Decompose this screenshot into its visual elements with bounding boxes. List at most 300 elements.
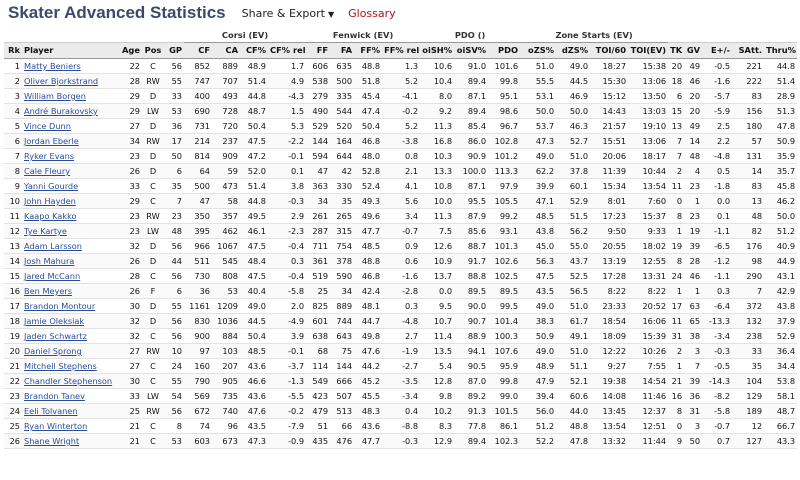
stat-cell: 5 (4, 119, 22, 134)
stat-cell: 238 (732, 329, 764, 344)
stat-cell: 825 (306, 299, 330, 314)
column-header[interactable]: TK (668, 43, 684, 59)
stat-cell: 673 (212, 434, 240, 449)
stat-cell: 62.2 (520, 164, 556, 179)
stat-cell: 0.4 (382, 404, 420, 419)
stat-cell: 94.1 (454, 344, 488, 359)
player-link[interactable]: Ben Meyers (24, 286, 73, 296)
stat-cell: 49.8 (354, 329, 382, 344)
stat-cell: 29 (118, 89, 142, 104)
stat-cell: 23 (118, 149, 142, 164)
stat-cell: 18:02 (628, 239, 668, 254)
stat-cell: 20 (668, 59, 684, 74)
stat-cell: 56 (164, 239, 184, 254)
stat-cell: 48.5 (354, 239, 382, 254)
player-link[interactable]: Kaapo Kakko (24, 211, 77, 221)
stat-cell: 114 (306, 359, 330, 374)
stat-cell: 7 (668, 134, 684, 149)
player-cell (22, 299, 118, 314)
stat-cell: 7 (668, 149, 684, 164)
stat-cell: C (142, 59, 164, 74)
stat-cell: 4.1 (382, 179, 420, 194)
player-link[interactable]: Matty Beniers (24, 61, 81, 71)
stat-cell: 1036 (212, 314, 240, 329)
stat-cell: 46.3 (556, 119, 590, 134)
column-header[interactable]: CF% rel (268, 43, 306, 59)
stat-cell: -3.4 (382, 389, 420, 404)
stat-cell: 34.4 (764, 359, 797, 374)
stat-cell: 21 (118, 419, 142, 434)
stat-cell: 48 (164, 224, 184, 239)
stat-cell: 15:51 (590, 134, 628, 149)
stat-cell: 265 (330, 209, 354, 224)
stat-cell: 27 (118, 359, 142, 374)
stat-cell: 34 (118, 134, 142, 149)
stat-cell: 15 (668, 104, 684, 119)
stat-cell: 43.8 (520, 224, 556, 239)
stat-cell: -2.7 (382, 359, 420, 374)
stat-cell: 51.8 (354, 74, 382, 89)
stat-cell: 462 (212, 224, 240, 239)
stat-cell: 48.0 (354, 149, 382, 164)
stat-cell: 1 (668, 359, 684, 374)
column-header[interactable]: GP (164, 43, 184, 59)
stat-cell: D (142, 89, 164, 104)
stat-cell: 1 (668, 284, 684, 299)
player-cell (22, 389, 118, 404)
stat-cell: -0.3 (382, 434, 420, 449)
stat-cell: 45.4 (354, 89, 382, 104)
stat-cell: 19 (668, 239, 684, 254)
table-row (4, 194, 797, 209)
player-link[interactable]: Ryker Evans (24, 151, 75, 161)
column-header[interactable]: E+/- (702, 43, 732, 59)
stat-cell: 2 (4, 74, 22, 89)
stat-cell: 9:33 (628, 224, 668, 239)
player-link[interactable]: Jaden Schwartz (24, 331, 87, 341)
table-row (4, 314, 797, 329)
stat-cell: -2.8 (382, 284, 420, 299)
stat-cell: 51.0 (556, 299, 590, 314)
stat-cell: 21 (4, 359, 22, 374)
column-header[interactable]: Player (22, 43, 118, 59)
stat-cell: 91.3 (454, 404, 488, 419)
column-header[interactable]: SAtt. (732, 43, 764, 59)
stat-cell: 23 (118, 209, 142, 224)
stat-cell: 56 (164, 269, 184, 284)
stat-cell: 38.3 (520, 314, 556, 329)
player-link[interactable]: Mitchell Stephens (24, 361, 97, 371)
stat-cell: 49.6 (354, 209, 382, 224)
stat-cell: 48.8 (354, 59, 382, 74)
stat-cell: 728 (212, 104, 240, 119)
player-link[interactable]: William Borgen (24, 91, 86, 101)
player-link[interactable]: Brandon Tanev (24, 391, 85, 401)
stat-cell: 330 (330, 179, 354, 194)
stat-cell: 18 (668, 74, 684, 89)
stat-cell: 7 (4, 149, 22, 164)
player-cell (22, 434, 118, 449)
stat-cell: 0 (668, 194, 684, 209)
stat-cell: 89.5 (454, 284, 488, 299)
stat-cell: 35 (732, 359, 764, 374)
stat-cell: 21:57 (590, 119, 628, 134)
column-header[interactable]: FA (330, 43, 354, 59)
stat-cell: 50.0 (764, 209, 797, 224)
stat-cell: 905 (212, 374, 240, 389)
stat-cell: 51.2 (520, 419, 556, 434)
stat-cell: 36 (684, 389, 702, 404)
player-link[interactable]: Josh Mahura (24, 256, 75, 266)
stat-cell: 96.7 (488, 119, 520, 134)
stat-cell: -1.2 (702, 254, 732, 269)
stat-cell: 357 (212, 209, 240, 224)
stat-cell: 15:37 (628, 209, 668, 224)
stat-cell: 493 (212, 89, 240, 104)
stat-cell: 43.5 (520, 284, 556, 299)
stat-cell: 33 (118, 179, 142, 194)
stat-cell: 21 (668, 374, 684, 389)
stat-cell: 11 (668, 314, 684, 329)
column-header[interactable]: oiSH% (420, 43, 454, 59)
stat-cell: 46.8 (354, 269, 382, 284)
stat-cell: 7 (732, 284, 764, 299)
stat-cell: 214 (184, 134, 212, 149)
table-row (4, 104, 797, 119)
stat-cell: -0.2 (382, 104, 420, 119)
stat-cell: 15:38 (628, 59, 668, 74)
stat-cell: 101.3 (488, 239, 520, 254)
share-export-label[interactable]: Share & Export (241, 6, 325, 20)
stat-cell: RW (142, 209, 164, 224)
stat-cell: 89.4 (454, 104, 488, 119)
column-header[interactable]: oiSV% (454, 43, 488, 59)
stat-cell: 590 (330, 269, 354, 284)
stat-cell: 500 (330, 74, 354, 89)
stat-cell: 47.5 (240, 134, 268, 149)
stat-cell: 36 (164, 119, 184, 134)
stat-cell: 10:26 (628, 344, 668, 359)
stat-cell: 19 (684, 224, 702, 239)
stat-cell: 35.9 (764, 149, 797, 164)
stat-cell: 13 (4, 239, 22, 254)
stat-cell: 520 (330, 119, 354, 134)
stat-cell: 39.4 (520, 389, 556, 404)
stat-cell: RW (142, 134, 164, 149)
stat-cell: 10:44 (628, 164, 668, 179)
stat-cell: 237 (212, 134, 240, 149)
stat-cell: 51.0 (556, 149, 590, 164)
stat-cell: 40.9 (764, 239, 797, 254)
stat-cell: 0.5 (702, 164, 732, 179)
player-cell (22, 269, 118, 284)
player-link[interactable]: Cale Fleury (24, 166, 71, 176)
stat-cell: 361 (306, 254, 330, 269)
stat-cell: 93.1 (488, 224, 520, 239)
stat-cell: 3.9 (268, 329, 306, 344)
column-header[interactable]: FF% (354, 43, 382, 59)
column-header[interactable]: CA (212, 43, 240, 59)
player-link[interactable]: Vince Dunn (24, 121, 71, 131)
stat-cell: 33 (732, 344, 764, 359)
stat-cell: 17:28 (590, 269, 628, 284)
stat-cell: 91.0 (454, 59, 488, 74)
player-link[interactable]: Ryan Winterton (24, 421, 88, 431)
stat-cell: 37.9 (764, 314, 797, 329)
player-cell (22, 194, 118, 209)
column-header[interactable]: dZS% (556, 43, 590, 59)
player-cell (22, 134, 118, 149)
stat-cell: 48.1 (354, 299, 382, 314)
stat-cell: 101.5 (488, 404, 520, 419)
stat-cell: LW (142, 104, 164, 119)
stat-cell: 35 (164, 179, 184, 194)
stat-cell: D (142, 314, 164, 329)
stat-cell: -5.7 (702, 89, 732, 104)
column-header[interactable]: Pos (142, 43, 164, 59)
stat-cell: 144 (330, 359, 354, 374)
stat-cell: 11.3 (420, 209, 454, 224)
stat-cell: -0.7 (382, 224, 420, 239)
stat-cell: 0.7 (702, 434, 732, 449)
stat-cell: 594 (306, 149, 330, 164)
stat-cell: 82 (732, 224, 764, 239)
stat-cell: 735 (212, 389, 240, 404)
column-header[interactable]: Age (118, 43, 142, 59)
stat-cell: 6 (4, 134, 22, 149)
stat-cell: 47.6 (240, 404, 268, 419)
share-export-menu[interactable] (242, 7, 334, 20)
column-header[interactable]: FF% rel (382, 43, 420, 59)
stat-cell: 52.9 (764, 329, 797, 344)
stat-cell: 19:10 (628, 119, 668, 134)
stat-cell: 7.5 (420, 224, 454, 239)
stat-cell: 43.5 (240, 419, 268, 434)
stat-cell: -0.5 (702, 359, 732, 374)
stat-cell: 51.2 (764, 224, 797, 239)
stat-cell: 28.9 (764, 89, 797, 104)
stat-cell: 1209 (212, 299, 240, 314)
stat-cell: C (142, 269, 164, 284)
stat-cell: 49.1 (556, 329, 590, 344)
stat-cell: 9.8 (420, 389, 454, 404)
stat-cell: 58.1 (764, 389, 797, 404)
player-link[interactable]: Jamie Oleksiak (24, 316, 85, 326)
stat-cell: -5.9 (702, 104, 732, 119)
stat-cell: 35.7 (764, 164, 797, 179)
stat-cell: 3 (684, 419, 702, 434)
stat-cell: 24 (4, 404, 22, 419)
player-link[interactable]: Yanni Gourde (24, 181, 79, 191)
stat-cell: -0.4 (268, 269, 306, 284)
stat-cell: 52.4 (354, 179, 382, 194)
stat-cell: 99.2 (488, 209, 520, 224)
column-header[interactable]: TOI(EV) (628, 43, 668, 59)
stat-cell: 45.0 (520, 239, 556, 254)
player-link[interactable]: Shane Wright (24, 436, 80, 446)
stat-cell: 25 (118, 404, 142, 419)
column-header[interactable]: Rk (4, 43, 22, 59)
stat-cell: 644 (330, 149, 354, 164)
stat-cell: 643 (330, 329, 354, 344)
stat-cell: 372 (732, 299, 764, 314)
table-row (4, 344, 797, 359)
column-header[interactable]: CF% (240, 43, 268, 59)
player-link[interactable]: Jordan Eberle (24, 136, 79, 146)
stat-cell: 47.3 (520, 134, 556, 149)
stat-cell: 98 (732, 254, 764, 269)
stat-cell: 43.6 (354, 419, 382, 434)
stat-cell: 9.2 (420, 104, 454, 119)
stat-cell: 16:06 (628, 314, 668, 329)
stat-cell: 476 (330, 434, 354, 449)
stat-cell: 51.0 (520, 59, 556, 74)
stat-cell: 47.9 (520, 374, 556, 389)
player-link[interactable]: Chandler Stephenson (24, 376, 113, 386)
stat-cell: 88.9 (454, 329, 488, 344)
table-row (4, 89, 797, 104)
stat-cell: 20 (684, 89, 702, 104)
player-cell (22, 224, 118, 239)
stat-cell: 754 (330, 239, 354, 254)
stat-cell: 511 (184, 254, 212, 269)
stat-cell: 21 (118, 434, 142, 449)
table-row (4, 299, 797, 314)
stat-cell: 707 (212, 74, 240, 89)
player-link[interactable]: Jared McCann (24, 271, 81, 281)
stat-cell: 99.5 (488, 299, 520, 314)
column-header[interactable]: GV (684, 43, 702, 59)
player-link[interactable]: André Burakovsky (24, 106, 98, 116)
player-link[interactable]: Oliver Bjorkstrand (24, 76, 99, 86)
stat-cell: 545 (212, 254, 240, 269)
stat-cell: 12.6 (420, 239, 454, 254)
stat-cell: 15:30 (590, 74, 628, 89)
stat-cell: 1 (668, 224, 684, 239)
stat-cell: 47.5 (240, 239, 268, 254)
stat-cell: 47.8 (764, 119, 797, 134)
stat-cell: 8.0 (420, 89, 454, 104)
player-cell (22, 119, 118, 134)
stat-cell: 635 (330, 59, 354, 74)
stat-cell: 3.4 (382, 209, 420, 224)
stat-cell: 42.4 (354, 284, 382, 299)
stat-cell: 1161 (184, 299, 212, 314)
player-link[interactable]: Adam Larsson (24, 241, 82, 251)
stat-cell: -4.1 (382, 89, 420, 104)
stat-cell: 3 (684, 344, 702, 359)
stat-cell: 538 (306, 74, 330, 89)
glossary-link[interactable]: Glossary (348, 6, 396, 20)
stat-cell: 13:19 (590, 254, 628, 269)
column-header[interactable]: CF (184, 43, 212, 59)
stat-cell: 569 (184, 389, 212, 404)
stat-cell: 10.3 (420, 149, 454, 164)
stat-cell: 52.5 (556, 269, 590, 284)
stat-cell: 350 (184, 209, 212, 224)
stat-cell: 22 (4, 374, 22, 389)
stat-cell: 102.5 (488, 269, 520, 284)
stat-cell: 19:38 (590, 374, 628, 389)
player-cell (22, 179, 118, 194)
stat-cell: 102.3 (488, 434, 520, 449)
stat-cell: 2.1 (382, 164, 420, 179)
table-row (4, 254, 797, 269)
stat-cell: -3.8 (382, 134, 420, 149)
stat-cell: 889 (212, 59, 240, 74)
stat-cell: 13:06 (628, 74, 668, 89)
stat-cell: 519 (306, 269, 330, 284)
stat-cell: 12:51 (628, 419, 668, 434)
stat-cell: 189 (732, 404, 764, 419)
stat-cell: RW (142, 404, 164, 419)
stat-cell: 56.2 (556, 224, 590, 239)
stat-cell: 176 (732, 239, 764, 254)
stat-cell: 2.5 (702, 119, 732, 134)
chevron-down-icon[interactable]: ▼ (327, 9, 335, 19)
stat-cell: 48.7 (240, 104, 268, 119)
stat-cell: 48.5 (240, 344, 268, 359)
column-header[interactable]: PDO (488, 43, 520, 59)
stat-cell: -0.9 (268, 434, 306, 449)
column-header[interactable]: FF (306, 43, 330, 59)
stat-cell: 44.8 (240, 89, 268, 104)
stat-cell: 49.0 (520, 344, 556, 359)
stat-cell: LW (142, 389, 164, 404)
stat-cell: 18:27 (590, 59, 628, 74)
stat-cell: 18 (4, 314, 22, 329)
player-link[interactable]: Brandon Montour (24, 301, 96, 311)
stat-cell: 47.7 (354, 224, 382, 239)
stat-cell: 1.3 (382, 59, 420, 74)
column-header[interactable]: Thru% (764, 43, 797, 59)
stat-cell: 10.4 (420, 74, 454, 89)
stat-cell: 47.4 (354, 104, 382, 119)
stat-cell: 46.1 (240, 224, 268, 239)
stat-cell: 400 (184, 89, 212, 104)
stat-cell: D (142, 149, 164, 164)
stat-cell: 66.7 (764, 419, 797, 434)
column-header[interactable]: oZS% (520, 43, 556, 59)
player-link[interactable]: John Hayden (24, 196, 76, 206)
stat-cell: 45.2 (354, 374, 382, 389)
player-link[interactable]: Tye Kartye (24, 226, 67, 236)
stat-cell: 83 (732, 89, 764, 104)
stat-cell: 23:33 (590, 299, 628, 314)
table-row (4, 164, 797, 179)
stat-cell: 55 (164, 374, 184, 389)
stat-cell: 12.8 (420, 374, 454, 389)
stat-cell: 8:22 (628, 284, 668, 299)
player-link[interactable]: Daniel Sprong (24, 346, 82, 356)
table-row (4, 404, 797, 419)
stat-cell: 48 (684, 149, 702, 164)
player-link[interactable]: Eeli Tolvanen (24, 406, 78, 416)
stat-cell: 51.4 (240, 74, 268, 89)
table-row (4, 74, 797, 89)
stat-cell: 889 (330, 299, 354, 314)
stat-cell: 59 (212, 164, 240, 179)
column-header[interactable]: TOI/60 (590, 43, 628, 59)
stat-cell: 12:22 (590, 344, 628, 359)
stat-cell: -4.8 (382, 314, 420, 329)
stat-cell: 12 (4, 224, 22, 239)
stat-cell: 14:43 (590, 104, 628, 119)
stat-cell: 11 (668, 179, 684, 194)
stat-cell: 51.1 (556, 359, 590, 374)
stat-cell: 5.2 (382, 119, 420, 134)
stat-cell: 1 (684, 284, 702, 299)
